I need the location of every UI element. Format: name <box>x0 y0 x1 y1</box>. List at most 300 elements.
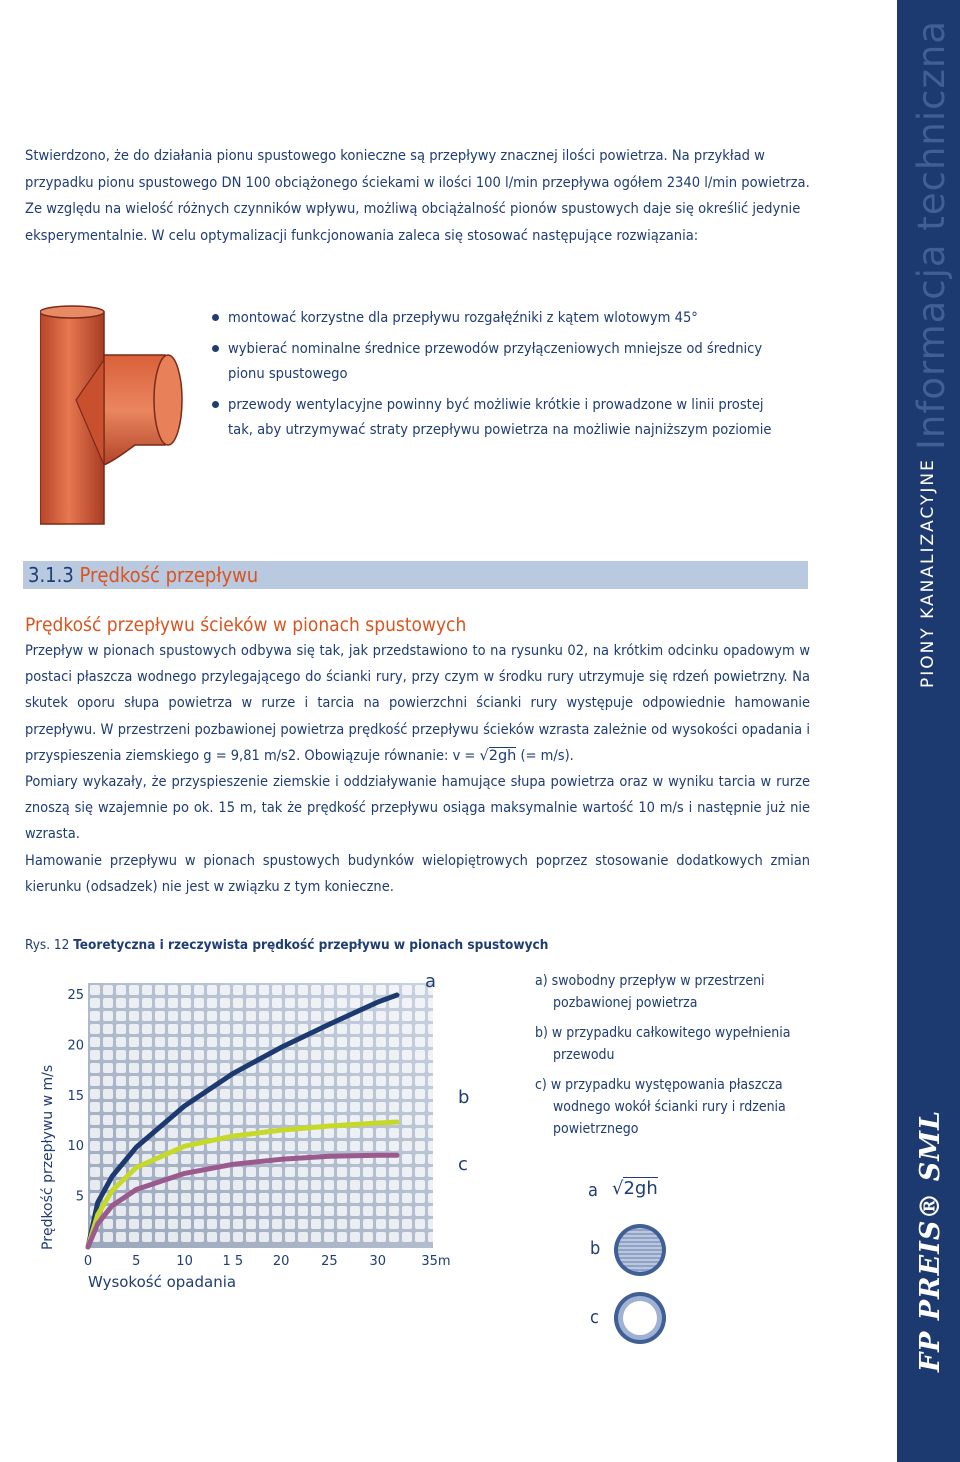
grid-cell <box>363 1193 373 1203</box>
legend-item-a: a) swobodny przepływ w przestrzeni pozbawionej powietrza <box>535 973 765 1011</box>
grid-cell <box>207 1193 217 1203</box>
grid-cell <box>207 1232 217 1242</box>
grid-cell <box>90 1167 100 1177</box>
grid-cell <box>259 1193 269 1203</box>
grid-cell <box>298 1219 308 1229</box>
grid-cell <box>285 1232 295 1242</box>
grid-cell <box>220 1232 230 1242</box>
grid-cell <box>207 1115 217 1125</box>
grid-cell <box>324 1219 334 1229</box>
grid-cell <box>337 1024 347 1034</box>
grid-cell <box>376 1206 386 1216</box>
grid-cell <box>155 1024 165 1034</box>
y-tick-label: 20 <box>67 1038 84 1054</box>
grid-cell <box>155 1206 165 1216</box>
grid-cell <box>194 1180 204 1190</box>
grid-cell <box>246 985 256 995</box>
grid-cell <box>272 1024 282 1034</box>
grid-cell <box>220 1050 230 1060</box>
grid-cell <box>311 1141 321 1151</box>
grid-cell <box>142 1219 152 1229</box>
grid-cell <box>233 1024 243 1034</box>
grid-cell <box>350 998 360 1008</box>
grid-cell <box>363 1232 373 1242</box>
grid-cell <box>142 1089 152 1099</box>
grid-cell <box>181 1154 191 1164</box>
grid-cell <box>415 998 425 1008</box>
grid-cell <box>233 1232 243 1242</box>
grid-cell <box>298 1089 308 1099</box>
grid-cell <box>155 1232 165 1242</box>
pipe-label-b: b <box>590 1238 601 1259</box>
grid-cell <box>350 1232 360 1242</box>
grid-cell <box>181 1128 191 1138</box>
grid-cell <box>259 985 269 995</box>
x-axis-ticks <box>84 1254 451 1269</box>
grid-cell <box>337 1167 347 1177</box>
grid-cell <box>324 1089 334 1099</box>
grid-cell <box>129 1102 139 1112</box>
grid-cell <box>246 1089 256 1099</box>
grid-cell <box>363 1102 373 1112</box>
grid-cell <box>207 1102 217 1112</box>
grid-cell <box>311 1089 321 1099</box>
grid-cell <box>272 1115 282 1125</box>
grid-cell <box>246 1024 256 1034</box>
grid-cell <box>181 1089 191 1099</box>
grid-cell <box>311 998 321 1008</box>
grid-cell <box>402 1024 412 1034</box>
grid-cell <box>389 1167 399 1177</box>
grid-cell <box>337 1219 347 1229</box>
grid-cell <box>311 1011 321 1021</box>
grid-cell <box>298 1141 308 1151</box>
grid-cell <box>168 1089 178 1099</box>
grid-cell <box>207 1206 217 1216</box>
grid-cell <box>181 1206 191 1216</box>
grid-cell <box>363 1011 373 1021</box>
y-tick-label: 25 <box>67 988 84 1003</box>
grid-cell <box>259 1180 269 1190</box>
grid-cell <box>103 1011 113 1021</box>
grid-cell <box>363 1206 373 1216</box>
grid-cell <box>90 1115 100 1125</box>
pipe-branch-illustration <box>40 300 190 525</box>
grid-cell <box>363 1128 373 1138</box>
grid-cell <box>246 1076 256 1086</box>
grid-cell <box>207 1063 217 1073</box>
grid-cell <box>90 1128 100 1138</box>
grid-cell <box>389 1219 399 1229</box>
grid-cell <box>415 1167 425 1177</box>
body-text-part: (= m/s). <box>516 747 574 764</box>
grid-cell <box>350 1050 360 1060</box>
grid-cell <box>350 1102 360 1112</box>
grid-cell <box>142 1063 152 1073</box>
y-tick-label: 10 <box>67 1139 84 1155</box>
grid-cell <box>103 1050 113 1060</box>
grid-cell <box>428 1141 438 1151</box>
grid-cell <box>168 985 178 995</box>
grid-cell <box>116 1024 126 1034</box>
grid-cell <box>181 1050 191 1060</box>
grid-cell <box>233 1011 243 1021</box>
grid-cell <box>142 1024 152 1034</box>
grid-cell <box>194 985 204 995</box>
subheading: Prędkość przepływu ścieków w pionach spustowych <box>25 614 467 636</box>
grid-cell <box>415 1141 425 1151</box>
grid-cell <box>350 1219 360 1229</box>
grid-cell <box>376 1193 386 1203</box>
grid-cell <box>194 1076 204 1086</box>
grid-cell <box>298 1102 308 1112</box>
grid-cell <box>402 1050 412 1060</box>
grid-cell <box>233 1089 243 1099</box>
grid-cell <box>376 1011 386 1021</box>
grid-cell <box>428 1167 438 1177</box>
grid-cell <box>116 998 126 1008</box>
grid-cell <box>181 1232 191 1242</box>
pipe-label-c: c <box>590 1307 599 1328</box>
grid-cell <box>272 1206 282 1216</box>
grid-cell <box>246 1050 256 1060</box>
grid-cell <box>194 1128 204 1138</box>
grid-cell <box>246 1102 256 1112</box>
grid-cell <box>272 1102 282 1112</box>
grid-cell <box>415 1128 425 1138</box>
grid-cell <box>259 1206 269 1216</box>
grid-cell <box>246 1180 256 1190</box>
grid-cell <box>129 1128 139 1138</box>
grid-cell <box>246 1141 256 1151</box>
grid-cell <box>376 985 386 995</box>
grid-cell <box>155 1089 165 1099</box>
grid-cell <box>376 1063 386 1073</box>
grid-cell <box>285 1024 295 1034</box>
body-paragraph-3: Hamowanie przepływu w pionach spustowych budynków wielopiętrowych poprzez stosowanie dodatkowych zmian kierunku (odsadzek) nie jest w związku z tym konieczne. <box>25 852 810 895</box>
grid-cell <box>363 1141 373 1151</box>
grid-cell <box>181 1063 191 1073</box>
grid-cell <box>142 1206 152 1216</box>
grid-cell <box>272 1180 282 1190</box>
grid-cell <box>324 1128 334 1138</box>
grid-cell <box>233 1076 243 1086</box>
grid-cell <box>181 1115 191 1125</box>
grid-cell <box>194 1011 204 1021</box>
x-tick-label: 30 <box>369 1254 386 1269</box>
grid-cell <box>116 1063 126 1073</box>
series-label-a: a <box>425 971 437 992</box>
velocity-chart <box>20 965 520 1295</box>
body-paragraph-2: Pomiary wykazały, że przyspieszenie ziemskie i oddziaływanie hamujące słupa powietrza oraz w wyniku tarcia w rurze znoszą się wzajemnie po ok. 15 m, tak że prędkość przepływu osiąga maksymalnie wartość 10 m/s i następnie już nie wzrasta. <box>25 774 810 843</box>
grid-cell <box>194 1232 204 1242</box>
list-item: przewody wentylacyjne powinny być możliwie krótkie i prowadzone w linii prostej tak, aby utrzymywać straty przepływu powietrza na możliwie najniższym poziomie <box>212 392 772 442</box>
grid-cell <box>272 1219 282 1229</box>
grid-cell <box>311 1102 321 1112</box>
grid-cell <box>233 1167 243 1177</box>
pipe-section-film-icon <box>612 1290 668 1346</box>
grid-cell <box>220 1193 230 1203</box>
grid-cell <box>246 1115 256 1125</box>
grid-cell <box>337 1076 347 1086</box>
grid-cell <box>168 1128 178 1138</box>
grid-cell <box>428 1115 438 1125</box>
grid-cell <box>220 1219 230 1229</box>
grid-cell <box>415 1193 425 1203</box>
grid-cell <box>337 1141 347 1151</box>
grid-cell <box>402 998 412 1008</box>
grid-cell <box>142 1011 152 1021</box>
grid-cell <box>285 1167 295 1177</box>
grid-cell <box>116 985 126 995</box>
grid-cell <box>402 1076 412 1086</box>
grid-cell <box>428 1180 438 1190</box>
grid-cell <box>168 1024 178 1034</box>
grid-cell <box>311 1063 321 1073</box>
grid-cell <box>90 1180 100 1190</box>
grid-cell <box>90 1076 100 1086</box>
grid-cell <box>311 1193 321 1203</box>
grid-cell <box>246 1206 256 1216</box>
grid-cell <box>246 1193 256 1203</box>
grid-cell <box>142 1076 152 1086</box>
grid-cell <box>415 1154 425 1164</box>
grid-cell <box>376 1232 386 1242</box>
grid-cell <box>337 1063 347 1073</box>
grid-cell <box>207 985 217 995</box>
grid-cell <box>194 1219 204 1229</box>
grid-cell <box>428 1037 438 1047</box>
grid-cell <box>103 1128 113 1138</box>
grid-cell <box>363 985 373 995</box>
grid-cell <box>363 1024 373 1034</box>
intro-paragraph-1: Stwierdzono, że do działania pionu spustowego konieczne są przepływy znacznej ilości powietrza. Na przykład w przypadku pionu spustowego DN 100 obciążonego ściekami w ilości 100 l/min przepływa ogółem 2340 l/min powietrza. <box>25 147 810 191</box>
grid-cell <box>376 1089 386 1099</box>
grid-cell <box>285 985 295 995</box>
grid-cell <box>116 1219 126 1229</box>
grid-cell <box>116 1011 126 1021</box>
grid-cell <box>129 1024 139 1034</box>
sqrt-radicand: 2gh <box>488 747 517 764</box>
grid-cell <box>337 1128 347 1138</box>
grid-cell <box>285 1219 295 1229</box>
grid-cell <box>389 1076 399 1086</box>
section-heading <box>28 562 258 588</box>
grid-cell <box>246 1011 256 1021</box>
grid-cell <box>285 1063 295 1073</box>
grid-cell <box>389 1128 399 1138</box>
grid-cell <box>376 1180 386 1190</box>
grid-cell <box>181 1076 191 1086</box>
grid-cell <box>220 985 230 995</box>
grid-cell <box>272 1193 282 1203</box>
grid-cell <box>324 1011 334 1021</box>
grid-cell <box>155 1063 165 1073</box>
grid-cell <box>402 1167 412 1177</box>
grid-cell <box>207 1128 217 1138</box>
grid-cell <box>207 1037 217 1047</box>
grid-cell <box>90 1037 100 1047</box>
grid-cell <box>168 1206 178 1216</box>
grid-cell <box>376 1141 386 1151</box>
grid-cell <box>363 1089 373 1099</box>
grid-cell <box>350 1141 360 1151</box>
grid-cell <box>337 1206 347 1216</box>
grid-cell <box>415 1089 425 1099</box>
body-paragraph-1 <box>25 638 810 769</box>
grid-cell <box>116 1115 126 1125</box>
grid-cell <box>259 1037 269 1047</box>
body-text <box>25 638 810 900</box>
grid-cell <box>428 1024 438 1034</box>
y-axis-label: Prędkość przepływu w m/s <box>40 1064 56 1250</box>
grid-cell <box>428 1206 438 1216</box>
grid-cell <box>103 1219 113 1229</box>
grid-cell <box>220 1063 230 1073</box>
grid-cell <box>103 1024 113 1034</box>
grid-cell <box>129 1050 139 1060</box>
grid-cell <box>402 1011 412 1021</box>
grid-cell <box>129 1115 139 1125</box>
grid-cell <box>285 1115 295 1125</box>
grid-cell <box>311 1180 321 1190</box>
grid-cell <box>324 1102 334 1112</box>
grid-cell <box>311 1050 321 1060</box>
grid-cell <box>402 1089 412 1099</box>
grid-cell <box>129 985 139 995</box>
grid-cell <box>103 985 113 995</box>
intro-paragraph-2: Ze względu na wielość różnych czynników wpływu, możliwą obciążalność pionów spustowych daje się określić jedynie eksperymentalnie. W celu optymalizacji funkcjonowania zaleca się stosować następujące rozwiązania: <box>25 200 801 244</box>
grid-cell <box>376 1219 386 1229</box>
grid-cell <box>194 1063 204 1073</box>
grid-cell <box>389 1089 399 1099</box>
grid-cell <box>389 1180 399 1190</box>
grid-cell <box>142 1232 152 1242</box>
grid-cell <box>389 1024 399 1034</box>
x-tick-label: 1 5 <box>222 1254 244 1269</box>
grid-cell <box>350 1089 360 1099</box>
grid-cell <box>337 1193 347 1203</box>
grid-cell <box>363 1219 373 1229</box>
grid-cell <box>389 1011 399 1021</box>
grid-cell <box>376 1050 386 1060</box>
grid-cell <box>129 1089 139 1099</box>
grid-cell <box>350 1037 360 1047</box>
grid-cell <box>337 1232 347 1242</box>
grid-cell <box>155 1219 165 1229</box>
x-tick-label: 20 <box>272 1254 290 1269</box>
grid-cell <box>142 1115 152 1125</box>
grid-cell <box>402 1063 412 1073</box>
x-tick-label: 35m <box>421 1254 451 1269</box>
grid-cell <box>142 1193 152 1203</box>
grid-cell <box>311 1115 321 1125</box>
grid-cell <box>220 1024 230 1034</box>
grid-cell <box>207 998 217 1008</box>
grid-cell <box>350 1180 360 1190</box>
grid-cell <box>415 1102 425 1112</box>
grid-cell <box>90 1063 100 1073</box>
grid-cell <box>90 1141 100 1151</box>
grid-cell <box>428 1193 438 1203</box>
grid-cell <box>285 1076 295 1086</box>
grid-cell <box>311 1232 321 1242</box>
grid-cell <box>207 1180 217 1190</box>
legend-item-c: c) w przypadku występowania płaszcza wodnego wokół ścianki rury i rdzenia powietrznego <box>535 1077 786 1137</box>
grid-cell <box>103 998 113 1008</box>
grid-cell <box>402 1115 412 1125</box>
grid-cell <box>298 1167 308 1177</box>
grid-cell <box>207 1024 217 1034</box>
grid-cell <box>337 998 347 1008</box>
grid-cell <box>116 1076 126 1086</box>
grid-cell <box>311 1076 321 1086</box>
grid-cell <box>116 1141 126 1151</box>
grid-cell <box>233 1219 243 1229</box>
grid-cell <box>272 1167 282 1177</box>
grid-cell <box>415 1011 425 1021</box>
grid-cell <box>246 1037 256 1047</box>
grid-cell <box>376 1167 386 1177</box>
grid-cell <box>428 998 438 1008</box>
grid-cell <box>285 1193 295 1203</box>
grid-cell <box>389 1102 399 1112</box>
chart-legend <box>535 970 825 1148</box>
grid-cell <box>129 1232 139 1242</box>
grid-cell <box>428 1102 438 1112</box>
grid-cell <box>181 1011 191 1021</box>
grid-cell <box>103 1115 113 1125</box>
grid-cell <box>298 1232 308 1242</box>
grid-cell <box>207 1011 217 1021</box>
grid-cell <box>142 1102 152 1112</box>
grid-cell <box>298 985 308 995</box>
grid-cell <box>324 1167 334 1177</box>
grid-cell <box>233 998 243 1008</box>
grid-cell <box>220 1180 230 1190</box>
grid-cell <box>311 1037 321 1047</box>
grid-cell <box>350 1206 360 1216</box>
grid-cell <box>415 985 425 995</box>
grid-cell <box>142 1037 152 1047</box>
figure-prefix: Rys. 12 <box>25 937 70 953</box>
grid-cell <box>155 1102 165 1112</box>
grid-cell <box>168 1037 178 1047</box>
x-tick-label: 0 <box>83 1254 93 1269</box>
grid-cell <box>233 1193 243 1203</box>
y-axis-ticks <box>67 988 84 1205</box>
grid-cell <box>415 1232 425 1242</box>
grid-cell <box>90 1024 100 1034</box>
legend-item-b: b) w przypadku całkowitego wypełnienia przewodu <box>535 1025 791 1063</box>
list-item: wybierać nominalne średnice przewodów przyłączeniowych mniejsze od średnicy pionu spustowego <box>212 336 772 386</box>
x-tick-label: 10 <box>176 1254 193 1269</box>
x-tick-label: 5 <box>132 1254 141 1269</box>
grid-cell <box>324 1063 334 1073</box>
grid-cell <box>233 1050 243 1060</box>
grid-cell <box>155 1167 165 1177</box>
grid-cell <box>220 1206 230 1216</box>
x-axis-label: Wysokość opadania <box>88 1273 237 1291</box>
pipe-section-full-icon <box>612 1222 668 1278</box>
grid-cell <box>142 1167 152 1177</box>
grid-cell <box>363 1180 373 1190</box>
grid-cell <box>155 985 165 995</box>
grid-cell <box>129 1011 139 1021</box>
y-tick-label: 5 <box>75 1189 84 1205</box>
grid-cell <box>415 1063 425 1073</box>
grid-cell <box>285 1180 295 1190</box>
